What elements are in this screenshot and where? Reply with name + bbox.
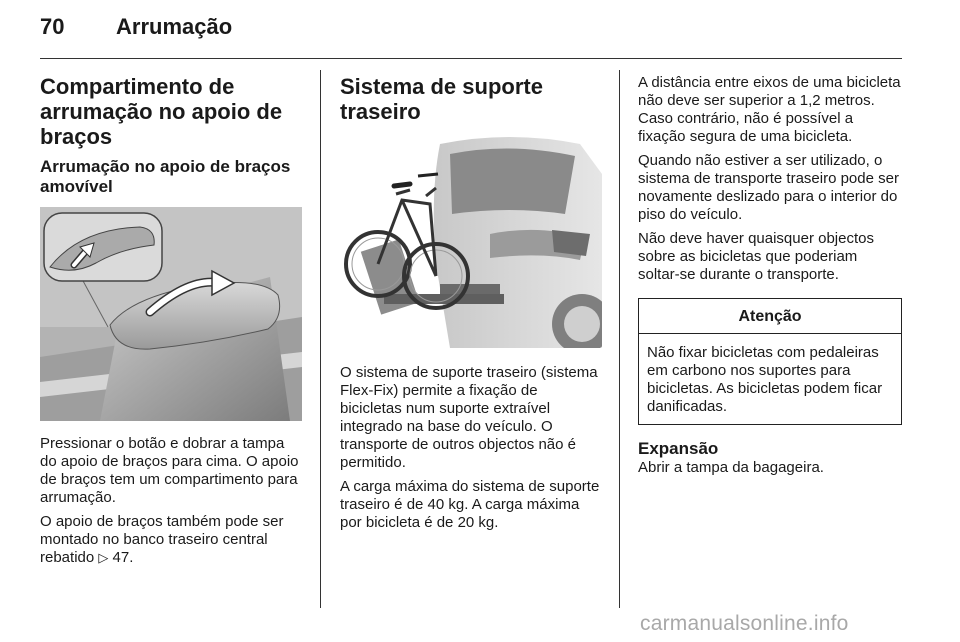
rear-carrier-illustration [340, 134, 602, 348]
column-2 [340, 74, 602, 538]
page-reference-arrow-icon: ▷ [98, 551, 109, 566]
rear-carrier-heading: Sistema de suporte traseiro [340, 74, 543, 124]
section-title: Arrumação [116, 14, 233, 39]
watermark: carmanualsonline.info [640, 612, 849, 635]
rear-carrier-paragraph-1: O sistema de suporte traseiro (sistema Flex-Fix) permite a fixação de bicicletas num suporte extraível integrado na base do veículo. O transporte de outros objectos não é permitido. [340, 364, 598, 471]
warning-text: Não fixar bicicletas com pedaleiras em carbono nos suportes para bicicletas. As bicicletas podem ficar danificadas. [647, 344, 883, 415]
armrest-illustration [40, 207, 302, 421]
retract-paragraph: Quando não estiver a ser utilizado, o sistema de transporte traseiro pode ser novamente deslizado para o interior do piso do veículo. [638, 152, 899, 223]
armrest-storage-heading: Compartimento de arrumação no apoio de braços [40, 74, 283, 149]
warning-title: Atenção [639, 299, 901, 334]
expansion-paragraph: Abrir a tampa da bagageira. [638, 459, 824, 476]
removable-armrest-subheading: Arrumação no apoio de braços amovível [40, 157, 291, 196]
page-reference-number: 47. [108, 549, 134, 566]
column-1 [40, 74, 304, 574]
wheelbase-paragraph: A distância entre eixos de uma bicicleta não deve ser superior a 1,2 metros. Caso contrário, não é possível a fixação segura de uma bicicleta. [638, 74, 901, 145]
page-number: 70 [40, 14, 65, 39]
warning-body [639, 334, 901, 424]
loose-objects-paragraph: Não deve haver quaisquer objectos sobre as bicicletas que poderiam soltar-se durante o transporte. [638, 230, 874, 283]
column-divider-2 [619, 70, 620, 608]
warning-box [638, 298, 902, 425]
column-3 [638, 74, 902, 483]
armrest-paragraph-2 [40, 513, 304, 568]
armrest-paragraph-1: Pressionar o botão e dobrar a tampa do apoio de braços para cima. O apoio de braços tem um compartimento para arrumação. [40, 435, 299, 506]
rear-carrier-paragraph-2: A carga máxima do sistema de suporte traseiro é de 40 kg. A carga máxima por bicicleta é de 20 kg. [340, 478, 600, 531]
column-divider-1 [320, 70, 321, 608]
expansion-heading: Expansão [638, 439, 719, 458]
header-rule [40, 58, 902, 59]
armrest-paragraph-2-text: O apoio de braços também pode ser montado no banco traseiro central rebatido [40, 513, 284, 566]
